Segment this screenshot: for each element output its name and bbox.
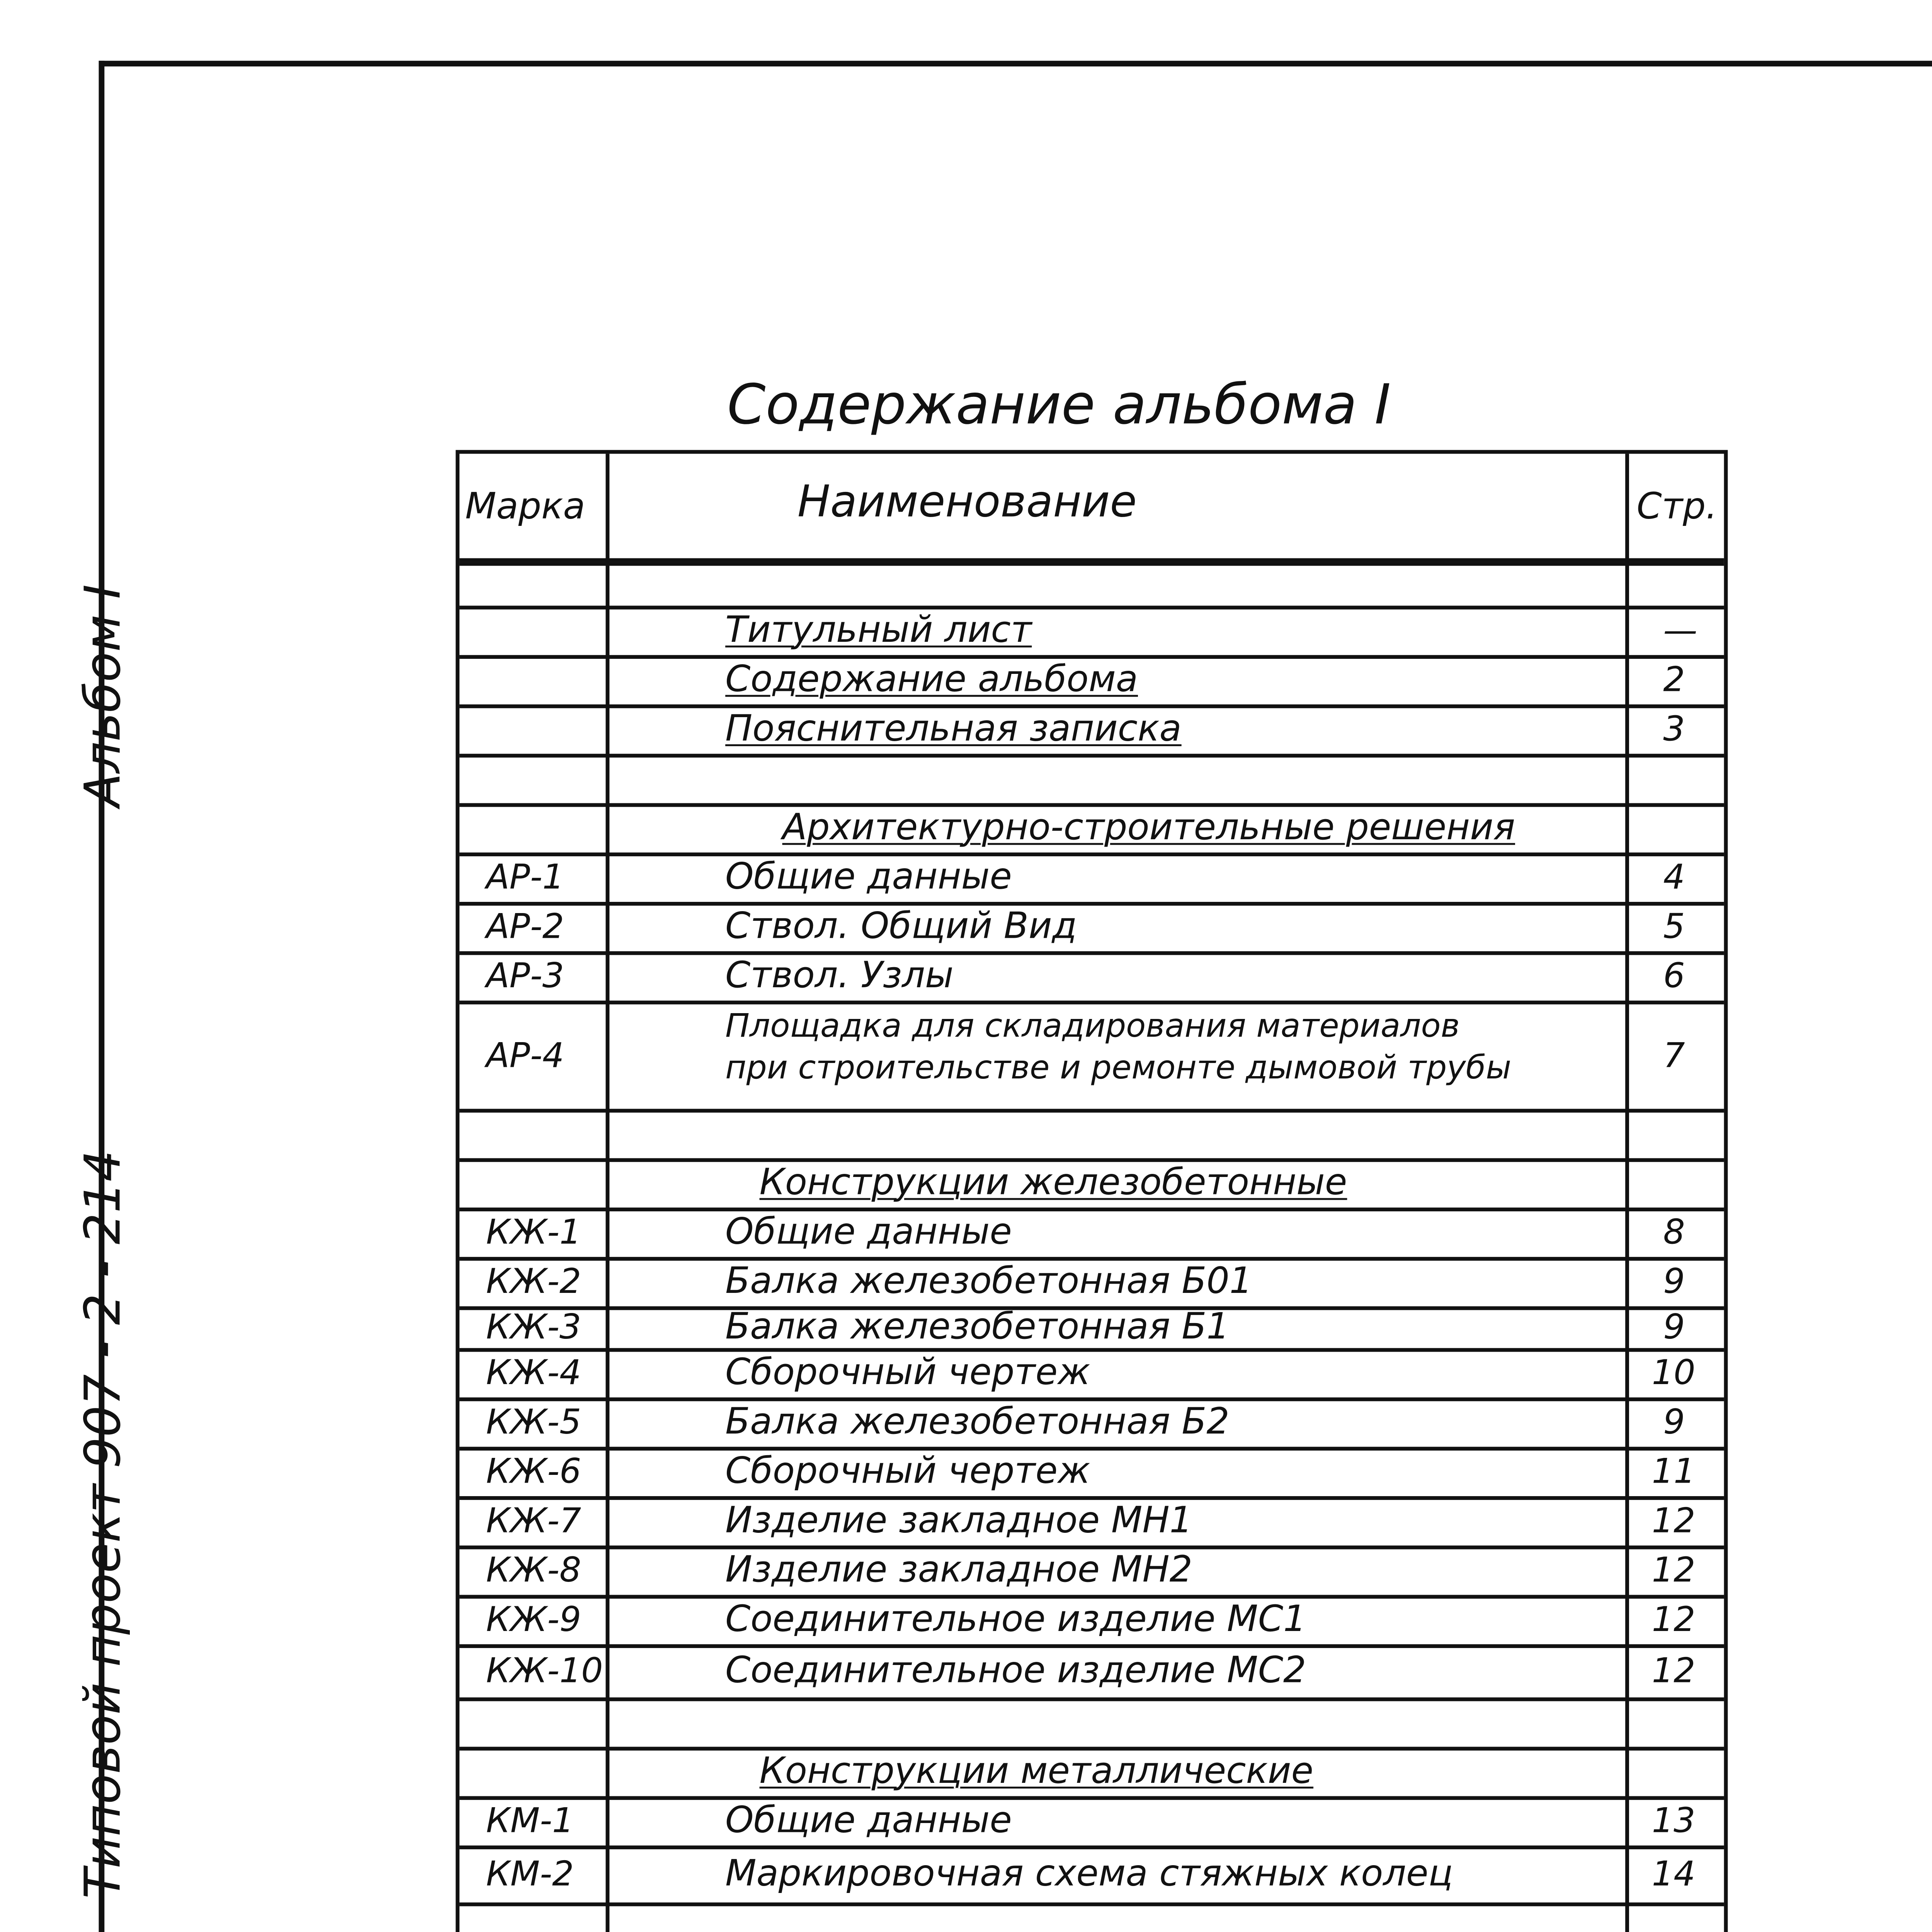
row-mark: КЖ-8 — [486, 1551, 582, 1591]
row-page: 9 — [1663, 1262, 1685, 1303]
row-separator — [459, 1109, 1724, 1112]
row-mark: КМ-2 — [486, 1855, 574, 1895]
row-separator — [459, 1796, 1724, 1799]
row-name: Содержание альбома — [725, 658, 1138, 700]
row-separator — [459, 1903, 1724, 1905]
row-separator — [459, 902, 1724, 905]
row-separator — [459, 1697, 1724, 1700]
row-name: Балка железобетонная Б2 — [725, 1400, 1230, 1442]
row-page: 12 — [1651, 1600, 1696, 1641]
row-separator — [459, 1845, 1724, 1848]
row-name: Изделие закладное МН1 — [725, 1499, 1193, 1541]
row-separator — [459, 1348, 1724, 1351]
row-name: Балка железобетонная Б01 — [725, 1260, 1253, 1302]
row-mark: КЖ-9 — [486, 1600, 582, 1641]
row-separator — [459, 852, 1724, 855]
project-side-label: Типовой проект 907 - 2 - 214 — [76, 1150, 133, 1899]
row-page: 11 — [1651, 1452, 1696, 1493]
row-name: Общие данные — [725, 855, 1012, 897]
row-separator — [459, 1257, 1724, 1260]
row-page: 9 — [1663, 1403, 1685, 1443]
row-name: Ствол. Узлы — [725, 954, 954, 996]
row-mark: АР-1 — [486, 858, 564, 898]
row-separator — [459, 1644, 1724, 1647]
row-separator — [459, 1546, 1724, 1548]
row-separator — [459, 605, 1724, 608]
album-side-label: Альбом I — [76, 584, 133, 807]
row-page: 12 — [1651, 1502, 1696, 1542]
row-name: Сборочный чертеж — [725, 1449, 1090, 1492]
row-name-line2: при строительстве и ремонте дымовой трубы — [725, 1050, 1512, 1088]
section-heading: Конструкции железобетонные — [759, 1161, 1347, 1203]
row-page: 9 — [1663, 1308, 1685, 1348]
row-page: 7 — [1663, 1036, 1685, 1076]
section-heading: Конструкции металлические — [759, 1749, 1314, 1792]
row-page: 3 — [1663, 710, 1685, 750]
row-mark: КЖ-5 — [486, 1403, 582, 1443]
section-heading: Архитектурно-строительные решения — [782, 806, 1515, 848]
row-page: 4 — [1663, 858, 1685, 898]
row-name: Площадка для складирования материалов — [725, 1008, 1460, 1046]
row-mark: АР-2 — [486, 907, 564, 947]
row-separator — [459, 1595, 1724, 1598]
row-page: 5 — [1663, 907, 1685, 947]
row-separator — [459, 1158, 1724, 1161]
header-mark: Марка — [465, 486, 585, 528]
row-name: Титульный лист — [725, 608, 1032, 650]
row-name: Общие данные — [725, 1799, 1012, 1841]
row-separator — [459, 704, 1724, 707]
row-page: 12 — [1651, 1651, 1696, 1692]
row-mark: АР-4 — [486, 1036, 564, 1076]
contents-table — [456, 450, 1728, 1932]
header-page: Стр. — [1636, 486, 1718, 528]
row-separator — [459, 562, 1724, 565]
row-separator — [459, 1447, 1724, 1449]
header-name: Наименование — [797, 478, 1137, 528]
row-name: Маркировочная схема стяжных колец — [725, 1852, 1453, 1894]
row-mark: КЖ-7 — [486, 1502, 582, 1542]
row-mark: КЖ-10 — [486, 1651, 603, 1692]
row-mark: КЖ-1 — [486, 1213, 582, 1253]
row-separator — [459, 655, 1724, 658]
row-mark: КМ-1 — [486, 1802, 574, 1842]
row-separator — [459, 1496, 1724, 1499]
row-name: Сборочный чертеж — [725, 1351, 1090, 1393]
row-separator — [459, 951, 1724, 954]
row-name: Соединительное изделие МС1 — [725, 1597, 1306, 1639]
row-mark: АР-3 — [486, 957, 564, 997]
row-page: — — [1663, 611, 1697, 651]
row-page: 13 — [1651, 1802, 1696, 1842]
contents-title: Содержание альбома I — [727, 372, 1391, 437]
row-page: 12 — [1651, 1551, 1696, 1591]
row-separator — [459, 754, 1724, 757]
row-mark: КЖ-4 — [486, 1354, 582, 1394]
row-page: 6 — [1663, 957, 1685, 997]
row-name: Пояснительная записка — [725, 707, 1182, 749]
row-separator — [459, 1747, 1724, 1750]
row-separator — [459, 1208, 1724, 1210]
row-page: 14 — [1651, 1855, 1696, 1895]
row-separator — [459, 803, 1724, 806]
row-mark: КЖ-6 — [486, 1452, 582, 1493]
row-page: 2 — [1663, 660, 1685, 701]
row-separator — [459, 1001, 1724, 1003]
row-name: Ствол. Общий Вид — [725, 905, 1077, 947]
row-separator — [459, 1397, 1724, 1400]
row-page: 10 — [1651, 1354, 1696, 1394]
row-page: 8 — [1663, 1213, 1685, 1253]
table-rows — [459, 454, 1724, 1932]
row-mark: КЖ-2 — [486, 1262, 582, 1303]
row-mark: КЖ-3 — [486, 1308, 582, 1348]
frame-top — [99, 61, 1932, 66]
row-name: Изделие закладное МН2 — [725, 1548, 1193, 1590]
row-name: Соединительное изделие МС2 — [725, 1649, 1306, 1691]
row-name: Балка железобетонная Б1 — [725, 1305, 1230, 1347]
row-name: Общие данные — [725, 1210, 1012, 1252]
